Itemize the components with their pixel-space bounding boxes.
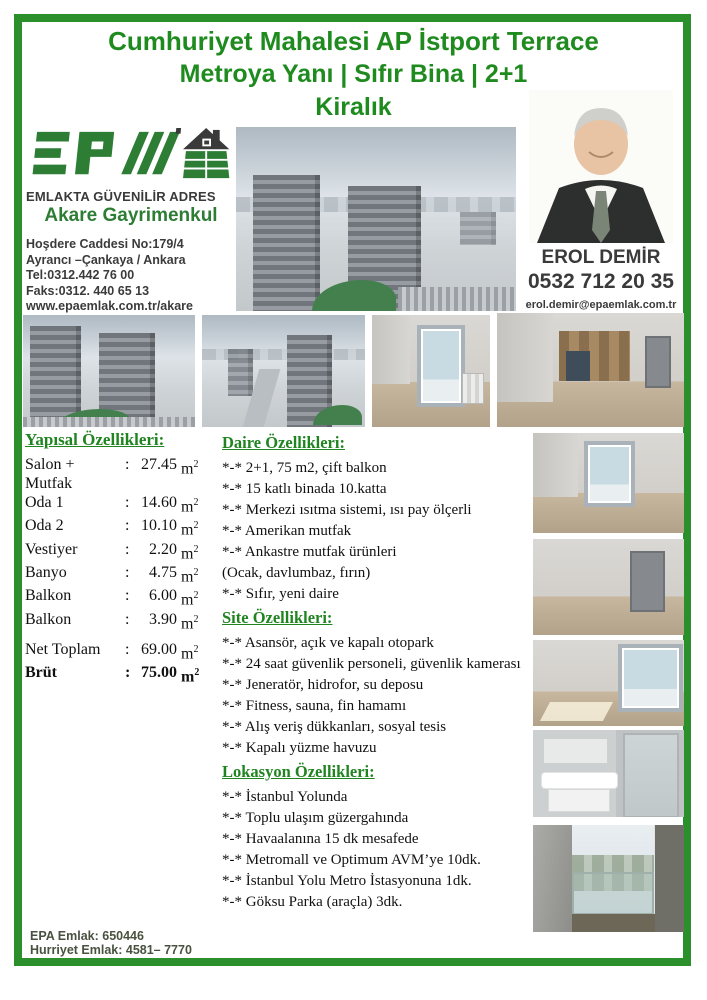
agency-phone: Tel:0312.442 76 00 [26, 268, 135, 282]
spec-row: Balkon : 3.90 $m^2$ [25, 610, 199, 632]
feature-item: *-* Alış veriş dükkanları, sosyal tesis [222, 719, 447, 735]
spec-row: Balkon : 6.00 $m^2$ [25, 587, 199, 609]
feature-item: *-* Fitness, sauna, fin hamamı [222, 698, 407, 714]
agent-photo [529, 90, 673, 243]
wall-shape [533, 825, 572, 932]
building-shape [228, 349, 252, 396]
sink-shape [541, 772, 619, 790]
daire-heading: Daire Özellikleri: [222, 433, 345, 452]
door-shape [645, 336, 671, 388]
feature-item: *-* 24 saat güvenlik personeli, güvenlik kamerası [222, 656, 521, 672]
oven-shape [566, 351, 590, 382]
page-title: Cumhuriyet Mahalesi AP İstport Terrace [108, 26, 599, 56]
empty-room-balcony-photo [372, 315, 490, 427]
bathroom-photo [533, 730, 684, 817]
vanity-shape [548, 789, 610, 812]
sunlight-shape [540, 702, 613, 721]
agency-tagline: EMLAKTA GÜVENİLİR ADRES [26, 189, 216, 204]
agency-address-line1: Hoşdere Caddesi No:179/4 [26, 237, 184, 251]
agency-name: Akare Gayrimenkul [44, 205, 218, 226]
window-shape [618, 644, 683, 712]
agency-address-line2: Ayrancı –Çankaya / Ankara [26, 252, 186, 267]
features-column [222, 430, 524, 913]
spec-row-total: Brüt : 75.00 $m^2$ [25, 664, 200, 686]
agent-name: EROL DEMİR [541, 247, 661, 268]
feature-item: *-* İstanbul Yolunda [222, 789, 348, 805]
agent-phone: 0532 712 20 35 [528, 270, 674, 293]
building-shape [460, 212, 496, 245]
feature-item: *-* Toplu ulaşım güzergahında [222, 810, 409, 826]
door-shape [630, 551, 666, 613]
feature-item: *-* Jeneratör, hidrofor, su deposu [222, 677, 424, 693]
building-shape [253, 175, 320, 311]
feature-item: *-* İstanbul Yolu Metro İstasyonuna 1dk. [222, 873, 472, 889]
spec-row: Net Toplam : 69.00 $m^2$ [25, 640, 199, 663]
wall-shape [372, 315, 410, 384]
structural-heading: Yapısal Özellikleri: [25, 430, 165, 449]
hurriyet-listing-id: Hurriyet Emlak: 4581– 7770 [30, 943, 192, 957]
skyline-shape [202, 349, 365, 360]
balcony-door-shape [417, 325, 465, 407]
wall-shape [497, 313, 553, 402]
feature-item: *-* 15 katlı binada 10.katta [222, 481, 387, 497]
epa-listing-id: EPA Emlak: 650446 [30, 929, 144, 943]
radiator-shape [462, 373, 484, 404]
bright-room-photo [533, 640, 684, 726]
window-shape [584, 441, 634, 507]
feature-item: *-* 2+1, 75 m2, çift balkon [222, 460, 387, 476]
epa-logo-icon [26, 128, 236, 187]
mirror-cabinet-shape [542, 737, 609, 765]
page-subtitle: Metroya Yanı | Sıfır Bina | 2+1 [179, 60, 528, 88]
structural-specs-section [25, 430, 219, 687]
feature-item: *-* Kapalı yüzme havuzu [222, 740, 377, 756]
feature-item: *-* Merkezi ısıtma sistemi, ısı pay ölçerli [222, 502, 472, 518]
wall-shape [533, 433, 578, 497]
parking-lot-shape [23, 417, 195, 427]
spec-row: Banyo : 4.75 $m^2$ [25, 563, 199, 586]
feature-item: *-* Ankastre mutfak ürünleri [222, 544, 397, 560]
shower-glass-shape [623, 733, 680, 817]
site-exterior-photo-1 [23, 315, 195, 427]
parking-lot-shape [398, 287, 516, 311]
agency-block [26, 128, 236, 315]
green-podium-shape [312, 280, 396, 311]
feature-item: *-* Sıfır, yeni daire [222, 586, 339, 602]
balcony-view-photo [533, 825, 684, 932]
site-heading: Site Özellikleri: [222, 608, 333, 627]
bedroom-photo-2 [533, 539, 684, 635]
kitchen-living-photo [497, 313, 684, 427]
agency-website: www.epaemlak.com.tr/akare [26, 299, 193, 313]
feature-item: *-* Metromall ve Optimum AVM’ye 10dk. [222, 852, 481, 868]
spec-row: Salon + Mutfak : 27.45 $m^2$ [25, 456, 199, 492]
glass-railing-shape [572, 872, 654, 915]
site-exterior-photo-2 [202, 315, 365, 427]
spec-row: Vestiyer : 2.20 $m^2$ [25, 540, 199, 562]
lokasyon-heading: Lokasyon Özellikleri: [222, 762, 375, 781]
feature-item: (Ocak, davlumbaz, fırın) [222, 565, 371, 581]
feature-item: *-* Asansör, açık ve kapalı otopark [222, 635, 434, 651]
balcony-floor-shape [560, 914, 663, 932]
feature-item: *-* Göksu Parka (araçla) 3dk. [222, 894, 403, 910]
listing-type-title: Kiralık [315, 93, 392, 121]
wall-shape [655, 825, 684, 932]
agency-fax: Faks:0312. 440 65 13 [26, 283, 150, 298]
feature-item: *-* Amerikan mutfak [222, 523, 352, 539]
building-aerial-photo [236, 127, 516, 311]
agent-email: erol.demir@epaemlak.com.tr [525, 299, 677, 311]
bedroom-photo-1 [533, 433, 684, 533]
spec-row: Oda 2 : 10.10 $m^2$ [25, 517, 199, 539]
spec-row: Oda 1 : 14.60 $m^2$ [25, 494, 199, 516]
listing-reference-footer [30, 929, 192, 957]
feature-item: *-* Havaalanına 15 dk mesafede [222, 831, 419, 847]
